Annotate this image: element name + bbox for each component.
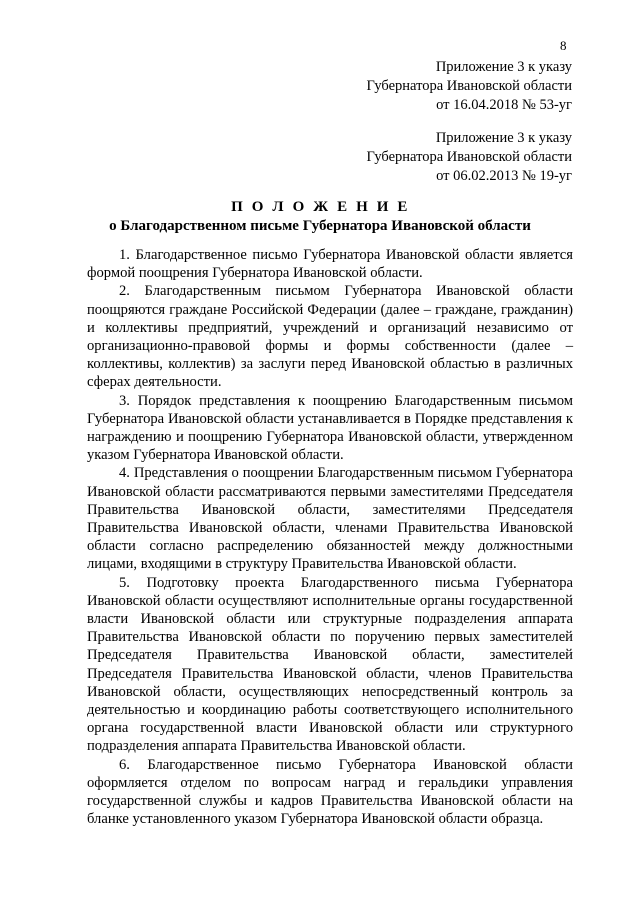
paragraph-2: 2. Благодарственным письмом Губернатора Ивановской области поощряются граждане Российской Федерации (далее – граждане, гражданин) и коллективы предприятий, учреждений и организаций независимо от организационно-правовой формы и формы собственности (далее – коллективы, коллектив) за заслуги перед Ивановской областью в различных сферах деятельности. — [87, 283, 573, 391]
annex-line: от 16.04.2018 № 53-уг — [436, 97, 572, 113]
annex-line: Губернатора Ивановской области — [366, 78, 572, 94]
page-number: 8 — [560, 38, 567, 53]
annex-line: Губернатора Ивановской области — [366, 149, 572, 165]
document-subtitle: о Благодарственном письме Губернатора Ивановской области — [109, 218, 531, 234]
annex-line: Приложение 3 к указу — [435, 59, 572, 75]
document-body — [87, 246, 573, 829]
paragraph-6: 6. Благодарственное письмо Губернатора Ивановской области оформляется отделом по вопросам наград и геральдики управления государственной службы и кадров Правительства Ивановской области на бланке установленного указом Губернатора Ивановской области образца. — [87, 756, 573, 828]
paragraph-4: 4. Представления о поощрении Благодарственным письмом Губернатора Ивановской области рассматриваются первыми заместителями Председателя Правительства Ивановской области, заместителями Председателя Правительства Ивановской области, членами Правительства Ивановской области согласно распределению обязанностей между должностными лицами, входящими в структуру Правительства Ивановской области. — [87, 465, 573, 573]
paragraph-3: 3. Порядок представления к поощрению Благодарственным письмом Губернатора Ивановской области устанавливается в Порядке представления к награждению и поощрению Губернатора Ивановской области, утвержденном указом Губернатора Ивановской области. — [87, 392, 573, 464]
paragraph-1: 1. Благодарственное письмо Губернатора Ивановской области является формой поощрения Губернатора Ивановской области. — [87, 247, 573, 282]
annex-block-2018 — [367, 58, 572, 115]
annex-line: Приложение 3 к указу — [435, 130, 572, 146]
document-title: П О Л О Ж Е Н И Е — [231, 199, 409, 215]
annex-block-2013 — [367, 129, 572, 186]
paragraph-5: 5. Подготовку проекта Благодарственного письма Губернатора Ивановской области осуществляют исполнительные органы государственной власти Ивановской области или структурные подразделения аппарата Правительства Ивановской области по поручению первых заместителей Председателя Правительства Ивановской области, заместителей Председателя Правительства Ивановской области, членов Правительства Ивановской области, осуществляющих непосредственный контроль за деятельностью и координацию работы соответствующего исполнительного органа государственной власти Ивановской области или структурного подразделения аппарата Правительства Ивановской области. — [87, 574, 573, 755]
annex-line: от 06.02.2013 № 19-уг — [436, 168, 572, 184]
